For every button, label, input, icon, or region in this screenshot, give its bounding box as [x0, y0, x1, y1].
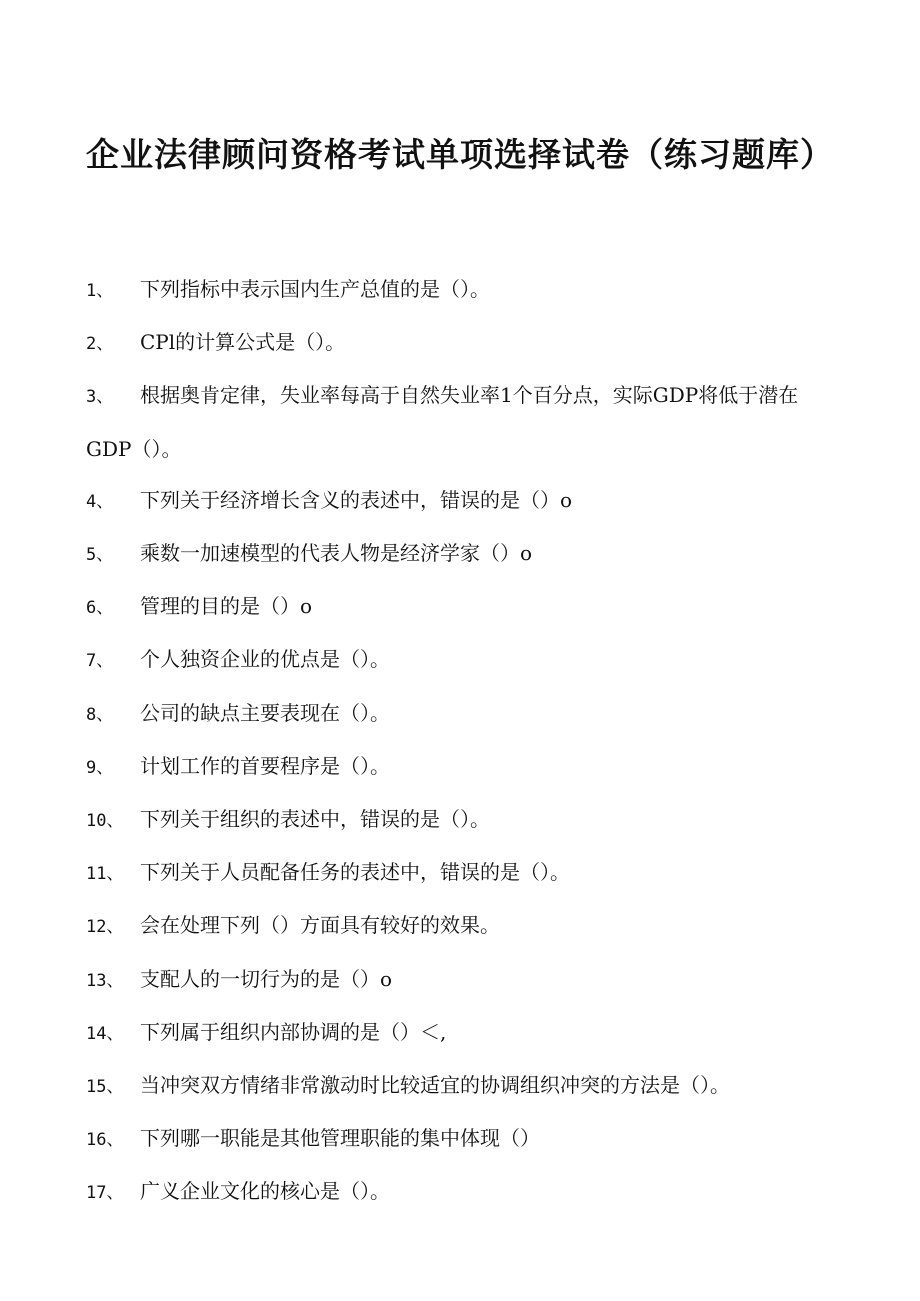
question-item: [86, 847, 816, 900]
question-number: 16、: [86, 1130, 124, 1151]
question-list: [86, 264, 816, 1220]
question-number: 14、: [86, 1023, 124, 1044]
question-number: 6、: [86, 598, 114, 619]
question-item: [86, 1166, 816, 1219]
question-item: [86, 264, 816, 317]
question-number: 11、: [86, 864, 124, 885]
question-number: 9、: [86, 757, 114, 778]
question-number: 5、: [86, 545, 114, 566]
question-number: 13、: [86, 970, 124, 991]
document-title: 企业法律顾问资格考试单项选择试卷（练习题库）: [86, 135, 834, 174]
question-item: [86, 1113, 816, 1166]
question-item: [86, 741, 816, 794]
question-item: [86, 370, 816, 474]
question-number: 1、: [86, 281, 114, 301]
question-text: 下列关于人员配备任务的表述中，错误的是（）。: [140, 860, 570, 885]
question-number: 15、: [86, 1077, 124, 1098]
question-item: [86, 688, 816, 741]
question-item: [86, 317, 816, 370]
question-number: 12、: [86, 917, 124, 938]
question-number: 3、: [86, 387, 114, 408]
question-text: 计划工作的首要程序是（）。: [140, 753, 390, 778]
question-item: [86, 900, 816, 953]
question-number: 2、: [86, 334, 114, 355]
question-text: 会在处理下列（）方面具有较好的效果。: [140, 913, 500, 938]
question-text: 下列关于经济增长含义的表述中，错误的是（）o: [140, 487, 573, 512]
question-number: 7、: [86, 651, 114, 672]
question-item: [86, 475, 816, 528]
question-item: [86, 634, 816, 687]
question-text: 管理的目的是（）o: [140, 594, 313, 619]
question-text: 广义企业文化的核心是（）。: [140, 1179, 390, 1204]
question-text: 公司的缺点主要表现在（）。: [140, 700, 390, 725]
question-text: 个人独资企业的优点是（）。: [140, 647, 390, 672]
question-text: 下列属于组织内部协调的是（）＜,: [140, 1019, 447, 1044]
question-number: 4、: [86, 491, 114, 512]
question-item: [86, 954, 816, 1007]
question-text: 下列关于组织的表述中，错误的是（）。: [140, 807, 490, 832]
question-text: CPl的计算公式是（）。: [140, 330, 346, 355]
question-text: 下列哪一职能是其他管理职能的集中体现（）: [140, 1126, 540, 1151]
question-text: 根据奥肯定律，失业率每高于自然失业率1个百分点，实际GDP将低于潜在GDP（）。: [86, 383, 799, 461]
question-text: 支配人的一切行为的是（）o: [140, 966, 393, 991]
question-number: 17、: [86, 1183, 124, 1204]
question-number: 8、: [86, 704, 114, 725]
question-item: [86, 528, 816, 581]
question-text: 当冲突双方情绪非常激动时比较适宜的协调组织冲突的方法是（）。: [140, 1073, 730, 1098]
question-item: [86, 581, 816, 634]
question-item: [86, 794, 816, 847]
question-item: [86, 1060, 816, 1113]
question-number: 10、: [86, 811, 124, 832]
question-text: 下列指标中表示国内生产总值的是（）。: [140, 277, 490, 301]
question-item: [86, 1007, 816, 1060]
question-text: 乘数一加速模型的代表人物是经济学家（）o: [140, 541, 533, 566]
